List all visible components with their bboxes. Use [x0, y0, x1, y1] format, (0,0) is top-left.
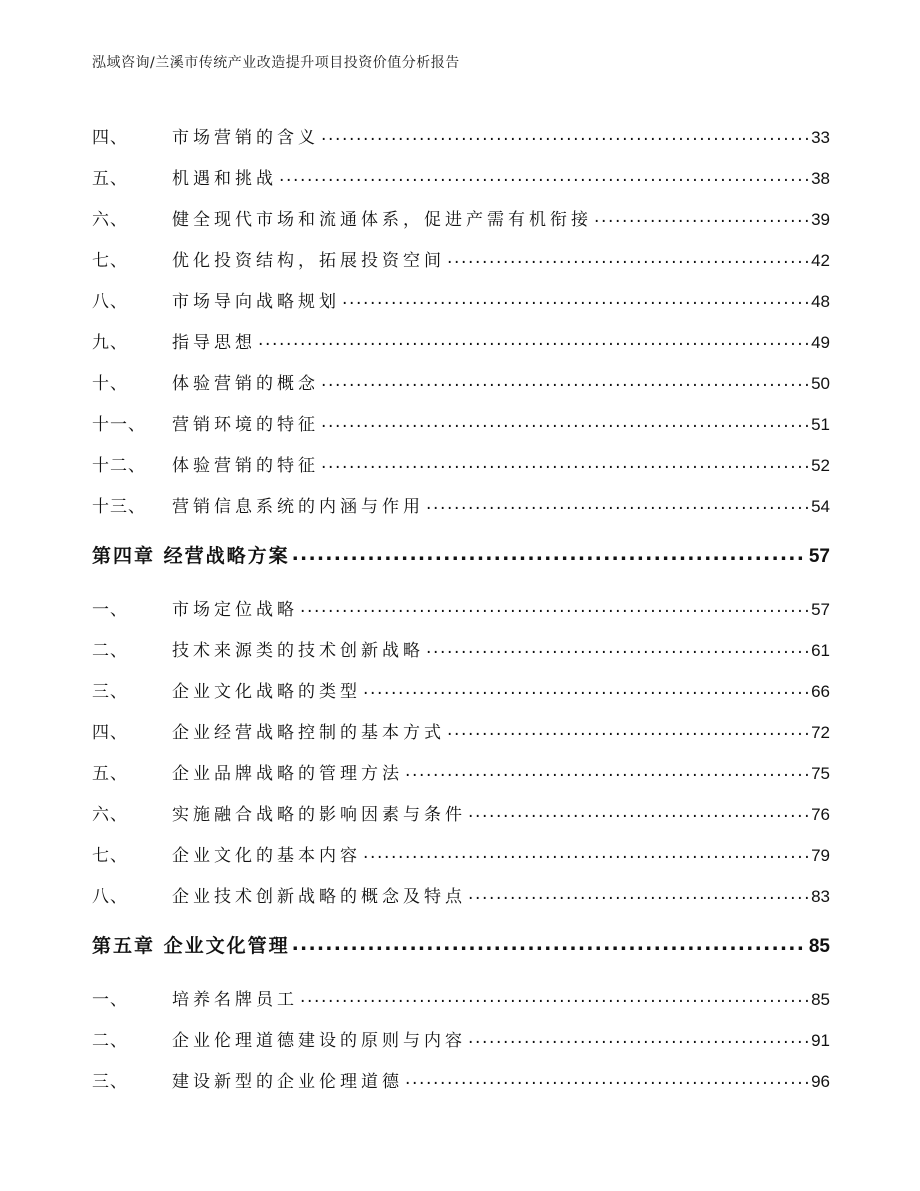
toc-entry[interactable]: [92, 287, 830, 311]
toc-entry[interactable]: [92, 205, 830, 229]
toc-entry-page: 57: [811, 600, 830, 619]
toc-entry-page: 61: [811, 641, 830, 660]
toc-entry-page: 39: [811, 210, 830, 229]
dot-leader: [426, 639, 809, 656]
toc-entry-title: 机遇和挑战: [172, 169, 277, 189]
toc-entry-number: 八、: [92, 887, 128, 907]
toc-entry-title: 企业文化的基本内容: [172, 846, 361, 866]
toc-entry-page: 51: [811, 415, 830, 434]
toc-entry-title: 体验营销的概念: [172, 374, 319, 394]
toc-entry-page: 75: [811, 764, 830, 783]
toc-entry-number: 十二、: [92, 456, 146, 476]
toc-entry[interactable]: [92, 410, 830, 434]
toc-entry-page: 49: [811, 333, 830, 352]
toc-entry-title: 企业文化战略的类型: [172, 682, 361, 702]
dot-leader: [405, 1070, 809, 1087]
toc-entry[interactable]: [92, 164, 830, 188]
toc-entry[interactable]: [92, 1067, 830, 1091]
toc-entry-number: 十一、: [92, 415, 146, 435]
toc-entry[interactable]: [92, 800, 830, 824]
toc-entry[interactable]: [92, 759, 830, 783]
toc-entry[interactable]: [92, 246, 830, 270]
toc-entry-page: 79: [811, 846, 830, 865]
toc-entry-number: 六、: [92, 805, 128, 825]
dot-leader: [468, 885, 809, 902]
toc-entry[interactable]: [92, 328, 830, 352]
toc-entry-number: 三、: [92, 1072, 128, 1092]
dot-leader: [292, 933, 807, 952]
toc-entry[interactable]: [92, 882, 830, 906]
toc-entry-page: 48: [811, 292, 830, 311]
toc-entry-page: 66: [811, 682, 830, 701]
dot-leader: [279, 167, 809, 184]
toc-entry-title: 市场定位战略: [172, 600, 298, 620]
toc-entry-number: 六、: [92, 210, 128, 230]
toc-entry[interactable]: [92, 718, 830, 742]
toc-entry-page: 85: [811, 990, 830, 1009]
dot-leader: [321, 126, 809, 143]
toc-entry-title: 营销信息系统的内涵与作用: [172, 497, 424, 517]
dot-leader: [594, 208, 809, 225]
dot-leader: [426, 495, 809, 512]
toc-entry-number: 二、: [92, 641, 128, 661]
toc-chapter-title: 第五章 企业文化管理: [92, 935, 290, 957]
toc-entry-page: 42: [811, 251, 830, 270]
toc-chapter-title: 第四章 经营战略方案: [92, 545, 290, 567]
dot-leader: [321, 454, 809, 471]
toc-chapter[interactable]: [92, 541, 830, 569]
toc-entry-title: 体验营销的特征: [172, 456, 319, 476]
dot-leader: [300, 598, 809, 615]
toc-entry[interactable]: [92, 492, 830, 516]
toc-entry-title: 营销环境的特征: [172, 415, 319, 435]
toc-entry-page: 54: [811, 497, 830, 516]
toc-entry-number: 七、: [92, 846, 128, 866]
toc-entry-page: 52: [811, 456, 830, 475]
toc-entry-number: 五、: [92, 169, 128, 189]
toc-entry[interactable]: [92, 369, 830, 393]
toc-entry[interactable]: [92, 595, 830, 619]
dot-leader: [447, 721, 809, 738]
toc-entry[interactable]: [92, 636, 830, 660]
dot-leader: [447, 249, 809, 266]
toc-entry-title: 企业技术创新战略的概念及特点: [172, 887, 466, 907]
toc-entry-page: 72: [811, 723, 830, 742]
toc-chapter[interactable]: [92, 931, 830, 959]
toc-entry-page: 33: [811, 128, 830, 147]
toc-entry[interactable]: [92, 451, 830, 475]
toc-entry-title: 技术来源类的技术创新战略: [172, 641, 424, 661]
dot-leader: [405, 762, 809, 779]
toc-entry-page: 76: [811, 805, 830, 824]
toc-entry-number: 四、: [92, 723, 128, 743]
dot-leader: [468, 1029, 809, 1046]
toc-entry-number: 十、: [92, 374, 128, 394]
toc-entry-number: 二、: [92, 1031, 128, 1051]
toc-entry-title: 企业经营战略控制的基本方式: [172, 723, 445, 743]
toc-entry-page: 91: [811, 1031, 830, 1050]
dot-leader: [300, 988, 809, 1005]
toc-entry[interactable]: [92, 123, 830, 147]
toc-entry[interactable]: [92, 985, 830, 1009]
toc-entry-page: 50: [811, 374, 830, 393]
toc-entry-title: 企业伦理道德建设的原则与内容: [172, 1031, 466, 1051]
toc-entry-number: 八、: [92, 292, 128, 312]
running-header: 泓域咨询/兰溪市传统产业改造提升项目投资价值分析报告: [92, 55, 460, 71]
toc-entry-number: 三、: [92, 682, 128, 702]
toc-entry[interactable]: [92, 841, 830, 865]
toc-chapter-page: 85: [808, 936, 830, 957]
toc-entry-title: 市场营销的含义: [172, 128, 319, 148]
toc-entry-page: 38: [811, 169, 830, 188]
toc-entry-title: 健全现代市场和流通体系，促进产需有机衔接: [172, 210, 592, 230]
toc-entry-title: 市场导向战略规划: [172, 292, 340, 312]
toc-entry-number: 五、: [92, 764, 128, 784]
toc-entry-number: 七、: [92, 251, 128, 271]
toc-chapter-page: 57: [808, 546, 830, 567]
toc-entry-title: 培养名牌员工: [172, 990, 298, 1010]
toc-entry-title: 指导思想: [172, 333, 256, 353]
toc-entry[interactable]: [92, 1026, 830, 1050]
toc-entry-page: 96: [811, 1072, 830, 1091]
toc-entry-title: 企业品牌战略的管理方法: [172, 764, 403, 784]
toc-entry-number: 一、: [92, 600, 128, 620]
toc-entry-number: 十三、: [92, 497, 146, 517]
toc-entry-title: 实施融合战略的影响因素与条件: [172, 805, 466, 825]
dot-leader: [321, 413, 809, 430]
dot-leader: [363, 844, 809, 861]
dot-leader: [468, 803, 809, 820]
toc-entry-title: 建设新型的企业伦理道德: [172, 1072, 403, 1092]
dot-leader: [363, 680, 809, 697]
toc-entry[interactable]: [92, 677, 830, 701]
dot-leader: [258, 331, 809, 348]
toc-entry-number: 四、: [92, 128, 128, 148]
toc-entry-page: 83: [811, 887, 830, 906]
dot-leader: [321, 372, 809, 389]
toc-entry-number: 一、: [92, 990, 128, 1010]
toc-entry-number: 九、: [92, 333, 128, 353]
toc-entry-title: 优化投资结构，拓展投资空间: [172, 251, 445, 271]
dot-leader: [342, 290, 809, 307]
dot-leader: [292, 543, 807, 562]
